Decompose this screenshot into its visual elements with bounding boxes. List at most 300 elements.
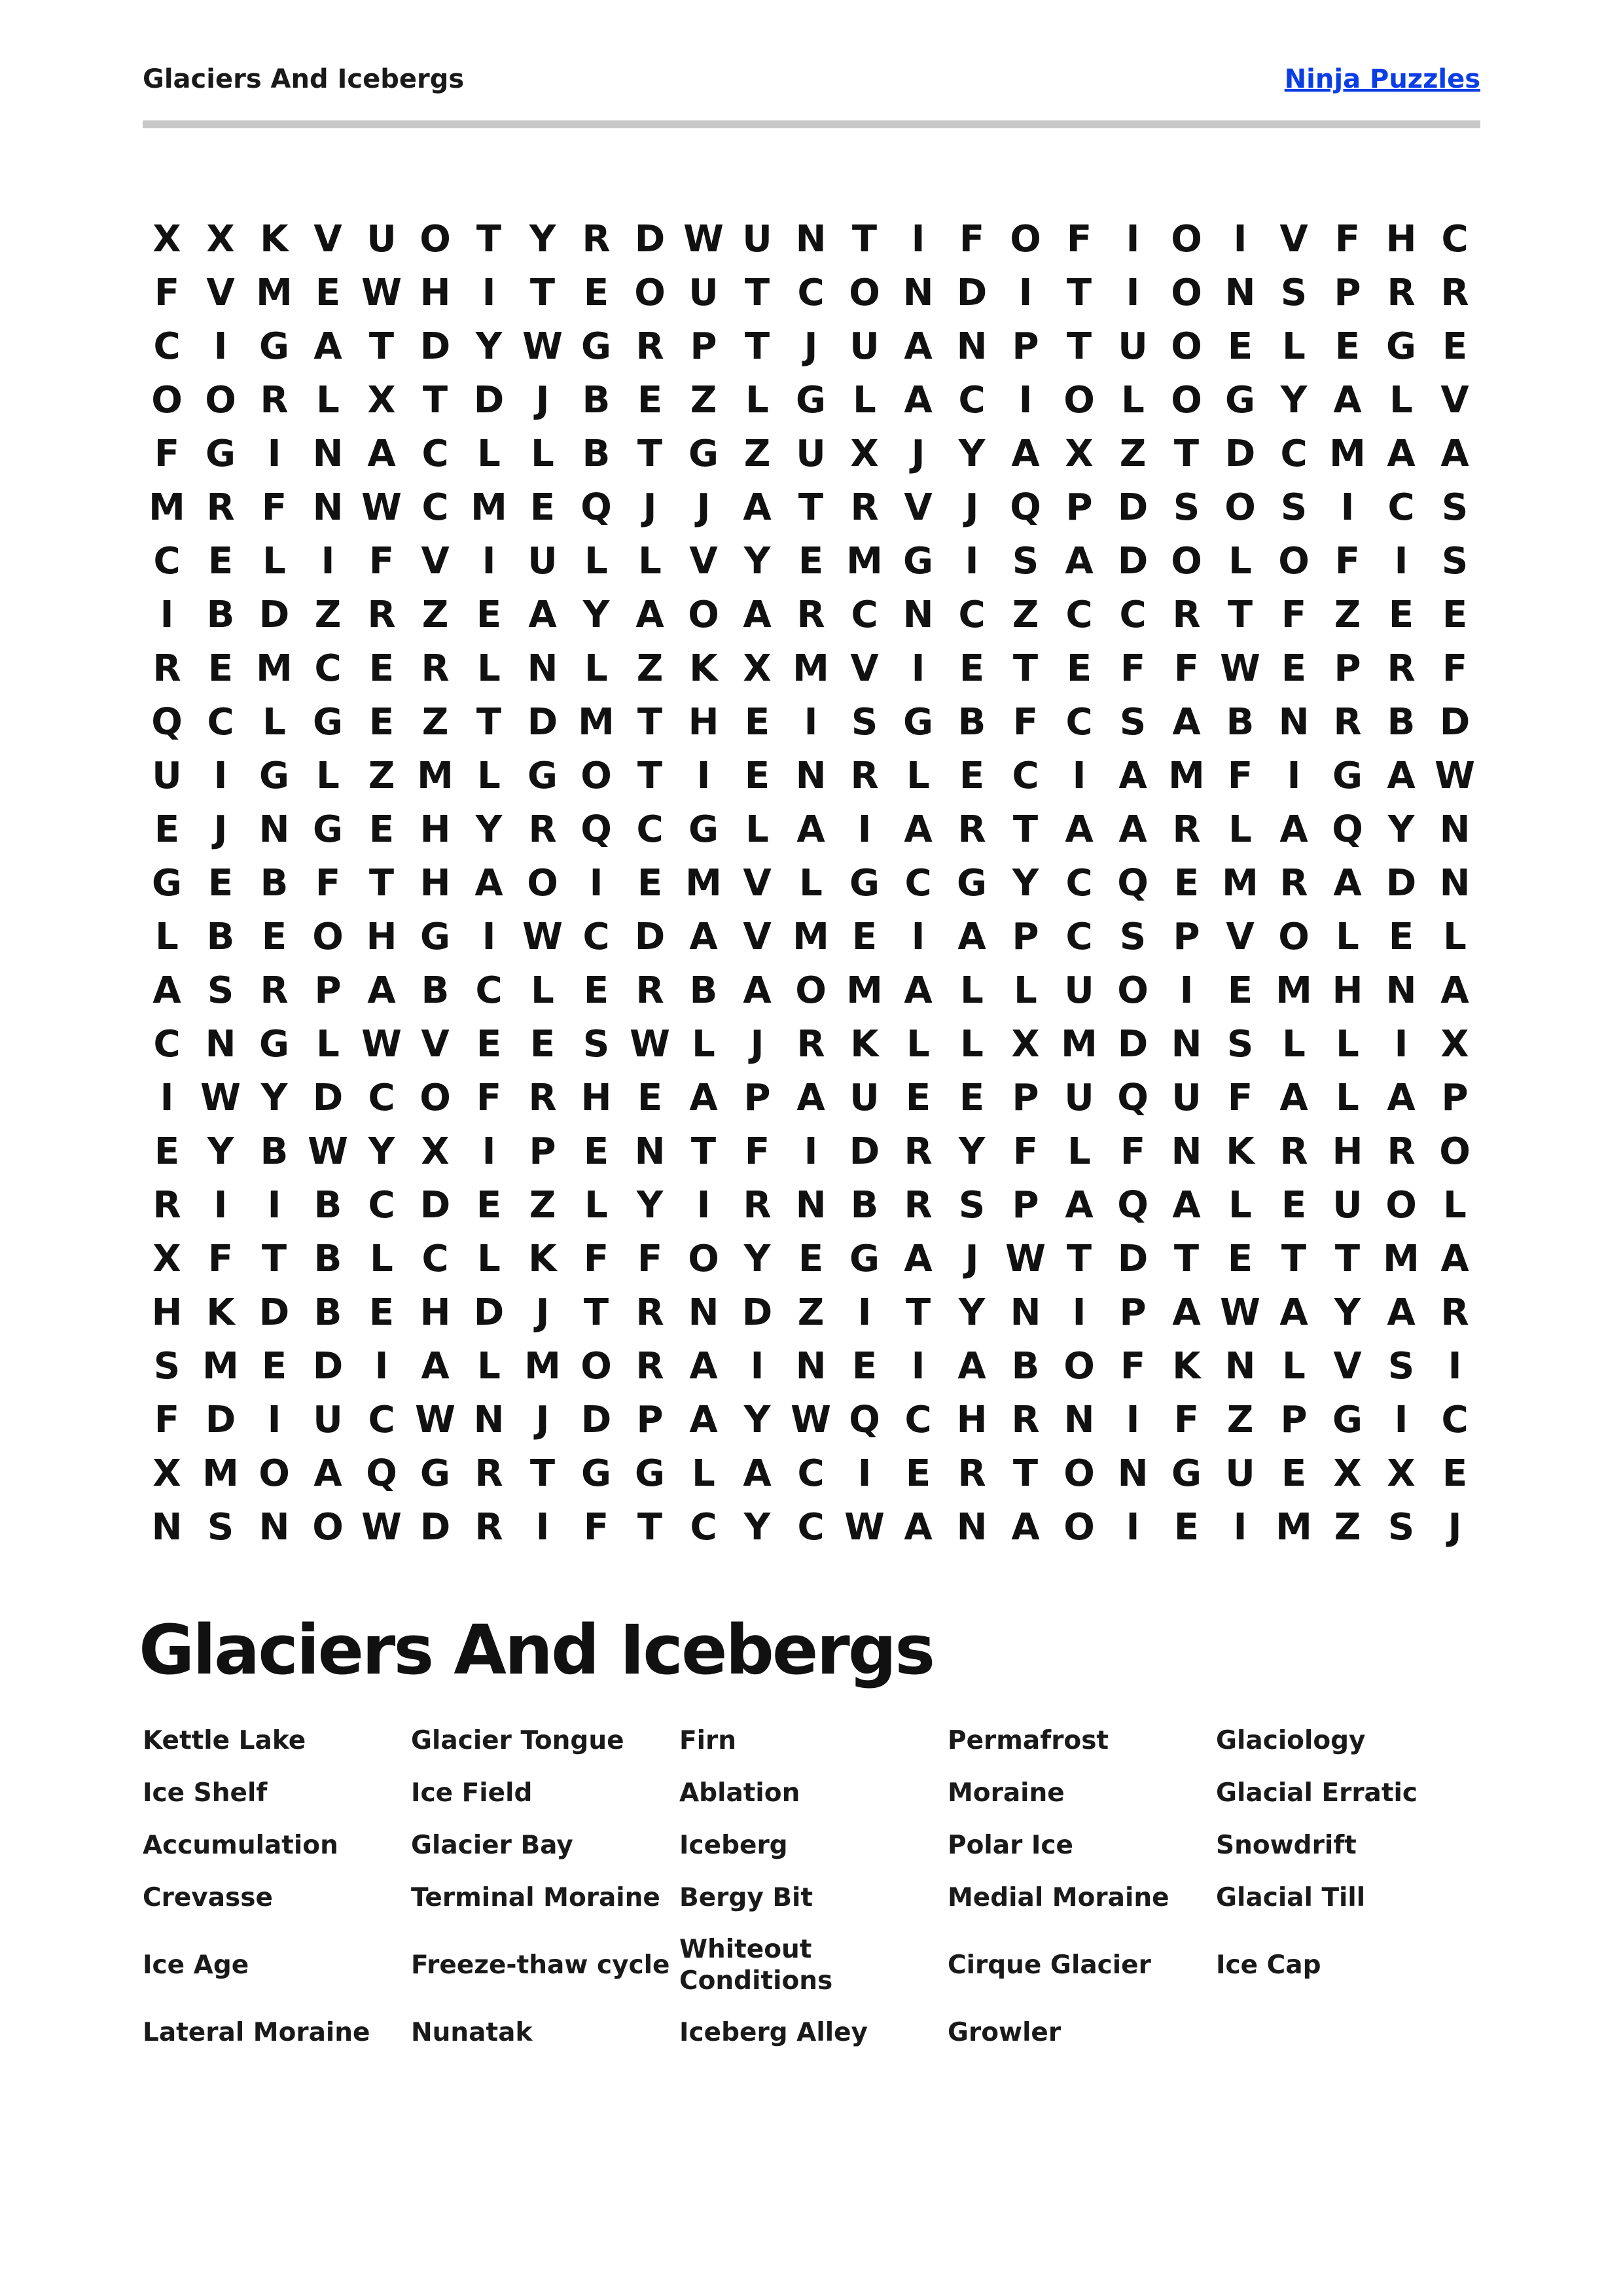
grid-letter[interactable]: P — [1334, 647, 1361, 690]
grid-letter[interactable]: U — [796, 433, 826, 475]
grid-letter[interactable]: L — [692, 1452, 715, 1495]
grid-letter[interactable]: V — [421, 1023, 450, 1066]
grid-letter[interactable]: J — [750, 1023, 764, 1066]
grid-letter[interactable]: V — [743, 916, 772, 958]
grid-letter[interactable]: V — [1279, 218, 1308, 260]
grid-letter[interactable]: C — [1065, 916, 1093, 958]
grid-letter[interactable]: C — [958, 594, 986, 636]
grid-letter[interactable]: A — [635, 594, 664, 636]
grid-letter[interactable]: I — [696, 755, 711, 797]
grid-letter[interactable]: J — [911, 433, 925, 475]
grid-letter[interactable]: T — [1012, 1452, 1039, 1495]
grid-letter[interactable]: R — [1387, 647, 1416, 690]
grid-letter[interactable]: Z — [529, 1184, 556, 1227]
grid-letter[interactable]: T — [1066, 1238, 1092, 1280]
grid-letter[interactable]: B — [421, 969, 450, 1012]
grid-letter[interactable]: A — [1333, 862, 1362, 905]
grid-letter[interactable]: B — [260, 1130, 289, 1173]
grid-letter[interactable]: Q — [849, 1399, 880, 1441]
grid-letter[interactable]: A — [367, 433, 396, 475]
grid-letter[interactable]: X — [1333, 1452, 1362, 1495]
grid-letter[interactable]: E — [261, 916, 287, 958]
grid-letter[interactable]: E — [207, 540, 234, 583]
grid-letter[interactable]: O — [1063, 1506, 1095, 1549]
grid-letter[interactable]: R — [957, 808, 986, 851]
grid-letter[interactable]: W — [1435, 755, 1475, 797]
grid-letter[interactable]: C — [1065, 862, 1093, 905]
grid-letter[interactable]: E — [798, 540, 824, 583]
grid-letter[interactable]: G — [688, 808, 719, 851]
grid-letter[interactable]: E — [1173, 862, 1200, 905]
grid-letter[interactable]: N — [527, 647, 558, 690]
grid-letter[interactable]: B — [1387, 701, 1416, 744]
grid-letter[interactable]: S — [1387, 1506, 1415, 1549]
grid-letter[interactable]: O — [1063, 1345, 1095, 1388]
grid-letter[interactable]: E — [905, 1077, 931, 1119]
grid-letter[interactable]: I — [1448, 1345, 1462, 1388]
grid-letter[interactable]: T — [637, 1506, 663, 1549]
grid-letter[interactable]: L — [745, 379, 769, 422]
grid-letter[interactable]: E — [637, 379, 663, 422]
grid-letter[interactable]: G — [957, 862, 987, 905]
grid-letter[interactable]: B — [313, 1238, 342, 1280]
grid-letter[interactable]: R — [367, 594, 396, 636]
grid-letter[interactable]: C — [421, 486, 449, 529]
grid-letter[interactable]: B — [1226, 701, 1255, 744]
grid-letter[interactable]: K — [206, 1291, 235, 1334]
grid-letter[interactable]: S — [1012, 540, 1039, 583]
grid-letter[interactable]: T — [1066, 272, 1092, 314]
grid-letter[interactable]: E — [1227, 969, 1253, 1012]
grid-letter[interactable]: G — [1332, 755, 1363, 797]
grid-letter[interactable]: V — [1440, 379, 1469, 422]
grid-letter[interactable]: T — [1281, 1238, 1307, 1280]
grid-letter[interactable]: B — [582, 433, 611, 475]
grid-letter[interactable]: D — [1117, 540, 1149, 583]
grid-letter[interactable]: G — [313, 701, 343, 744]
grid-letter[interactable]: I — [213, 755, 228, 797]
grid-letter[interactable]: F — [1173, 647, 1200, 690]
grid-letter[interactable]: B — [260, 862, 289, 905]
grid-letter[interactable]: J — [1448, 1506, 1462, 1549]
grid-letter[interactable]: I — [321, 540, 335, 583]
grid-letter[interactable]: A — [1011, 433, 1040, 475]
grid-letter[interactable]: S — [153, 1345, 181, 1388]
grid-letter[interactable]: L — [1336, 1077, 1359, 1119]
grid-letter[interactable]: I — [482, 272, 496, 314]
grid-letter[interactable]: R — [260, 969, 289, 1012]
grid-letter[interactable]: A — [904, 325, 933, 368]
grid-letter[interactable]: E — [583, 1130, 609, 1173]
grid-letter[interactable]: A — [957, 1345, 986, 1388]
grid-letter[interactable]: F — [1012, 701, 1039, 744]
grid-letter[interactable]: E — [1066, 647, 1092, 690]
grid-letter[interactable]: J — [965, 1238, 979, 1280]
grid-letter[interactable]: O — [312, 916, 344, 958]
grid-letter[interactable]: E — [959, 1077, 985, 1119]
grid-letter[interactable]: V — [689, 540, 718, 583]
grid-letter[interactable]: A — [904, 969, 933, 1012]
grid-letter[interactable]: S — [1119, 916, 1147, 958]
grid-letter[interactable]: L — [1443, 916, 1467, 958]
grid-letter[interactable]: S — [1441, 540, 1469, 583]
grid-letter[interactable]: E — [261, 1345, 287, 1388]
grid-letter[interactable]: T — [529, 1452, 556, 1495]
grid-letter[interactable]: I — [267, 433, 281, 475]
grid-letter[interactable]: A — [1387, 433, 1416, 475]
grid-letter[interactable]: P — [1119, 1291, 1147, 1334]
grid-letter[interactable]: R — [1440, 272, 1469, 314]
grid-letter[interactable]: L — [1336, 1023, 1359, 1066]
grid-letter[interactable]: E — [154, 808, 180, 851]
grid-letter[interactable]: E — [1442, 594, 1468, 636]
grid-letter[interactable]: L — [1014, 969, 1037, 1012]
grid-letter[interactable]: N — [1171, 1130, 1202, 1173]
grid-letter[interactable]: M — [256, 272, 293, 314]
grid-letter[interactable]: M — [149, 486, 185, 529]
grid-letter[interactable]: M — [1275, 969, 1312, 1012]
grid-letter[interactable]: O — [795, 969, 827, 1012]
grid-letter[interactable]: K — [1226, 1130, 1255, 1173]
grid-letter[interactable]: I — [1233, 218, 1247, 260]
grid-letter[interactable]: E — [1227, 325, 1253, 368]
grid-letter[interactable]: Y — [743, 1238, 771, 1280]
grid-letter[interactable]: T — [583, 1291, 609, 1334]
grid-letter[interactable]: M — [578, 701, 615, 744]
grid-letter[interactable]: A — [313, 325, 342, 368]
grid-letter[interactable]: I — [911, 647, 925, 690]
grid-letter[interactable]: I — [857, 808, 872, 851]
grid-letter[interactable]: E — [368, 808, 395, 851]
grid-letter[interactable]: T — [637, 701, 663, 744]
grid-letter[interactable]: I — [1233, 1506, 1247, 1549]
grid-letter[interactable]: G — [527, 755, 558, 797]
grid-letter[interactable]: H — [151, 1291, 183, 1334]
grid-letter[interactable]: Q — [580, 808, 612, 851]
grid-letter[interactable]: Z — [314, 594, 342, 636]
grid-letter[interactable]: O — [419, 1077, 451, 1119]
grid-letter[interactable]: P — [1065, 486, 1093, 529]
grid-letter[interactable]: J — [804, 325, 818, 368]
grid-letter[interactable]: R — [1387, 272, 1416, 314]
grid-letter[interactable]: N — [151, 1506, 183, 1549]
grid-letter[interactable]: T — [1173, 1238, 1200, 1280]
grid-letter[interactable]: F — [1334, 218, 1361, 260]
grid-letter[interactable]: J — [213, 808, 228, 851]
grid-letter[interactable]: Y — [475, 325, 503, 368]
grid-letter[interactable]: T — [637, 433, 663, 475]
grid-letter[interactable]: I — [1072, 1291, 1086, 1334]
grid-letter[interactable]: L — [1228, 1184, 1252, 1227]
grid-letter[interactable]: F — [1442, 647, 1468, 690]
grid-letter[interactable]: C — [368, 1077, 395, 1119]
grid-letter[interactable]: Z — [743, 433, 771, 475]
grid-letter[interactable]: A — [689, 916, 718, 958]
grid-letter[interactable]: V — [904, 486, 933, 529]
grid-letter[interactable]: E — [476, 1023, 502, 1066]
grid-letter[interactable]: V — [850, 647, 879, 690]
grid-letter[interactable]: G — [152, 862, 182, 905]
grid-letter[interactable]: L — [316, 1023, 340, 1066]
grid-letter[interactable]: I — [1126, 1399, 1140, 1441]
grid-letter[interactable]: F — [476, 1077, 502, 1119]
grid-letter[interactable]: N — [795, 1345, 827, 1388]
grid-letter[interactable]: S — [1387, 1345, 1415, 1388]
grid-letter[interactable]: Q — [151, 701, 183, 744]
grid-letter[interactable]: L — [906, 1023, 930, 1066]
grid-letter[interactable]: Y — [958, 1130, 986, 1173]
grid-letter[interactable]: D — [312, 1345, 344, 1388]
grid-letter[interactable]: G — [420, 916, 450, 958]
grid-letter[interactable]: J — [696, 486, 711, 529]
grid-letter[interactable]: C — [851, 594, 878, 636]
grid-letter[interactable]: L — [906, 755, 930, 797]
grid-letter[interactable]: E — [637, 1077, 663, 1119]
grid-letter[interactable]: A — [1118, 808, 1147, 851]
grid-letter[interactable]: E — [851, 916, 878, 958]
grid-letter[interactable]: A — [528, 594, 557, 636]
grid-letter[interactable]: M — [1383, 1238, 1419, 1280]
grid-letter[interactable]: U — [1225, 1452, 1255, 1495]
grid-letter[interactable]: B — [1011, 1345, 1040, 1388]
grid-letter[interactable]: N — [1010, 1291, 1041, 1334]
grid-letter[interactable]: V — [743, 862, 772, 905]
grid-letter[interactable]: I — [1072, 755, 1086, 797]
grid-letter[interactable]: L — [692, 1023, 715, 1066]
grid-letter[interactable]: A — [743, 1452, 772, 1495]
grid-letter[interactable]: T — [744, 325, 770, 368]
grid-letter[interactable]: F — [1120, 1130, 1146, 1173]
grid-letter[interactable]: U — [527, 540, 558, 583]
grid-letter[interactable]: I — [267, 1184, 281, 1227]
grid-letter[interactable]: A — [1065, 1184, 1094, 1227]
grid-letter[interactable]: L — [1336, 916, 1359, 958]
grid-letter[interactable]: L — [960, 1023, 984, 1066]
grid-letter[interactable]: Q — [1117, 1077, 1149, 1119]
grid-letter[interactable]: L — [1121, 379, 1145, 422]
grid-letter[interactable]: A — [421, 1345, 450, 1388]
grid-letter[interactable]: A — [1172, 701, 1201, 744]
grid-letter[interactable]: N — [956, 1506, 988, 1549]
grid-letter[interactable]: G — [903, 540, 933, 583]
grid-letter[interactable]: U — [849, 325, 880, 368]
grid-letter[interactable]: G — [259, 755, 289, 797]
grid-letter[interactable]: A — [1172, 1184, 1201, 1227]
grid-letter[interactable]: N — [795, 1184, 827, 1227]
grid-letter[interactable]: I — [482, 916, 496, 958]
grid-letter[interactable]: O — [688, 594, 719, 636]
grid-letter[interactable]: A — [1279, 808, 1308, 851]
grid-letter[interactable]: T — [1334, 1238, 1361, 1280]
grid-letter[interactable]: R — [635, 1345, 664, 1388]
grid-letter[interactable]: I — [374, 1345, 389, 1388]
grid-letter[interactable]: O — [419, 218, 451, 260]
grid-letter[interactable]: I — [160, 594, 174, 636]
grid-letter[interactable]: A — [152, 969, 181, 1012]
grid-letter[interactable]: M — [1222, 862, 1258, 905]
grid-letter[interactable]: L — [1228, 540, 1252, 583]
grid-letter[interactable]: A — [1387, 1291, 1416, 1334]
grid-letter[interactable]: M — [202, 1452, 239, 1495]
grid-letter[interactable]: V — [206, 272, 235, 314]
grid-letter[interactable]: D — [1117, 1238, 1149, 1280]
grid-letter[interactable]: E — [959, 647, 985, 690]
grid-letter[interactable]: C — [904, 1399, 932, 1441]
grid-letter[interactable]: M — [1061, 1023, 1097, 1066]
grid-letter[interactable]: O — [1171, 379, 1202, 422]
grid-letter[interactable]: L — [477, 755, 501, 797]
grid-letter[interactable]: D — [419, 325, 451, 368]
grid-letter[interactable]: O — [259, 1452, 290, 1495]
grid-letter[interactable]: E — [207, 862, 234, 905]
grid-letter[interactable]: C — [1119, 594, 1147, 636]
grid-letter[interactable]: X — [206, 218, 235, 260]
grid-letter[interactable]: O — [1171, 218, 1202, 260]
grid-letter[interactable]: L — [584, 1184, 608, 1227]
grid-letter[interactable]: T — [798, 486, 824, 529]
grid-letter[interactable]: Z — [636, 647, 664, 690]
grid-letter[interactable]: Y — [529, 218, 556, 260]
grid-letter[interactable]: R — [635, 969, 664, 1012]
grid-letter[interactable]: W — [1220, 647, 1260, 690]
grid-letter[interactable]: L — [1282, 1023, 1306, 1066]
grid-letter[interactable]: Z — [1119, 433, 1147, 475]
grid-letter[interactable]: D — [527, 701, 558, 744]
grid-letter[interactable]: F — [261, 486, 287, 529]
grid-letter[interactable]: U — [1118, 325, 1148, 368]
grid-letter[interactable]: H — [1332, 969, 1363, 1012]
grid-letter[interactable]: T — [476, 218, 502, 260]
grid-letter[interactable]: A — [957, 916, 986, 958]
grid-letter[interactable]: E — [368, 1291, 395, 1334]
grid-letter[interactable]: R — [1279, 1130, 1308, 1173]
grid-letter[interactable]: I — [1126, 1506, 1140, 1549]
grid-letter[interactable]: D — [1117, 1023, 1149, 1066]
grid-letter[interactable]: Y — [1387, 808, 1415, 851]
grid-letter[interactable]: U — [152, 755, 182, 797]
grid-letter[interactable]: C — [153, 540, 181, 583]
grid-letter[interactable]: Y — [958, 1291, 986, 1334]
grid-letter[interactable]: S — [1280, 272, 1308, 314]
grid-letter[interactable]: S — [1119, 701, 1147, 744]
grid-letter[interactable]: I — [1394, 540, 1408, 583]
grid-letter[interactable]: I — [535, 1506, 550, 1549]
grid-letter[interactable]: O — [1439, 1130, 1471, 1173]
grid-letter[interactable]: E — [476, 594, 502, 636]
grid-letter[interactable]: E — [476, 1184, 502, 1227]
grid-letter[interactable]: E — [744, 755, 770, 797]
grid-letter[interactable]: E — [1334, 325, 1361, 368]
grid-letter[interactable]: A — [1333, 379, 1362, 422]
grid-letter[interactable]: O — [1063, 1452, 1095, 1495]
grid-letter[interactable]: O — [688, 1238, 719, 1280]
grid-letter[interactable]: J — [535, 1291, 550, 1334]
grid-letter[interactable]: L — [584, 647, 608, 690]
grid-letter[interactable]: E — [154, 1130, 180, 1173]
grid-letter[interactable]: E — [529, 486, 556, 529]
grid-letter[interactable]: Y — [743, 1399, 771, 1441]
grid-letter[interactable]: C — [690, 1506, 717, 1549]
grid-letter[interactable]: T — [368, 325, 395, 368]
grid-letter[interactable]: R — [796, 594, 825, 636]
grid-letter[interactable]: G — [1171, 1452, 1202, 1495]
grid-letter[interactable]: D — [259, 594, 290, 636]
grid-letter[interactable]: X — [367, 379, 396, 422]
grid-letter[interactable]: Y — [368, 1130, 395, 1173]
grid-letter[interactable]: L — [638, 540, 662, 583]
grid-letter[interactable]: K — [260, 218, 289, 260]
grid-letter[interactable]: N — [1278, 701, 1310, 744]
grid-letter[interactable]: N — [1385, 969, 1417, 1012]
grid-letter[interactable]: J — [965, 486, 979, 529]
grid-letter[interactable]: C — [368, 1399, 395, 1441]
grid-letter[interactable]: I — [1018, 379, 1033, 422]
grid-letter[interactable]: T — [905, 1291, 931, 1334]
grid-letter[interactable]: O — [527, 862, 558, 905]
grid-letter[interactable]: A — [1172, 1291, 1201, 1334]
grid-letter[interactable]: N — [312, 486, 344, 529]
grid-letter[interactable]: X — [1011, 1023, 1040, 1066]
grid-letter[interactable]: H — [688, 701, 719, 744]
grid-letter[interactable]: D — [1385, 862, 1417, 905]
grid-letter[interactable]: P — [1012, 1184, 1039, 1227]
grid-letter[interactable]: X — [1440, 1023, 1469, 1066]
grid-letter[interactable]: O — [1171, 540, 1202, 583]
grid-letter[interactable]: C — [153, 325, 181, 368]
grid-letter[interactable]: P — [1280, 1399, 1308, 1441]
grid-letter[interactable]: D — [1439, 701, 1471, 744]
grid-letter[interactable]: E — [1442, 1452, 1468, 1495]
grid-letter[interactable]: L — [262, 540, 286, 583]
grid-letter[interactable]: P — [529, 1130, 556, 1173]
grid-letter[interactable]: T — [529, 272, 556, 314]
grid-letter[interactable]: R — [1172, 594, 1201, 636]
grid-letter[interactable]: J — [535, 1399, 550, 1441]
grid-letter[interactable]: T — [1227, 594, 1253, 636]
grid-letter[interactable]: X — [850, 433, 879, 475]
grid-letter[interactable]: A — [689, 1345, 718, 1388]
grid-letter[interactable]: I — [857, 1291, 872, 1334]
grid-letter[interactable]: V — [1333, 1345, 1362, 1388]
grid-letter[interactable]: C — [636, 808, 664, 851]
grid-letter[interactable]: R — [528, 808, 557, 851]
grid-letter[interactable]: T — [1012, 647, 1039, 690]
grid-letter[interactable]: R — [743, 1184, 772, 1227]
grid-letter[interactable]: V — [1226, 916, 1255, 958]
grid-letter[interactable]: Q — [580, 486, 612, 529]
grid-letter[interactable]: G — [581, 1452, 611, 1495]
grid-letter[interactable]: R — [635, 325, 664, 368]
grid-letter[interactable]: A — [689, 1399, 718, 1441]
grid-letter[interactable]: A — [1387, 1077, 1416, 1119]
grid-letter[interactable]: L — [1067, 1130, 1091, 1173]
grid-letter[interactable]: I — [482, 540, 496, 583]
grid-letter[interactable]: I — [1394, 1023, 1408, 1066]
grid-letter[interactable]: A — [689, 1077, 718, 1119]
grid-letter[interactable]: A — [743, 594, 772, 636]
grid-letter[interactable]: O — [1171, 272, 1202, 314]
grid-letter[interactable]: F — [583, 1506, 609, 1549]
grid-letter[interactable]: P — [1441, 1077, 1469, 1119]
grid-letter[interactable]: E — [1281, 647, 1307, 690]
grid-letter[interactable]: F — [368, 540, 395, 583]
grid-letter[interactable]: I — [911, 218, 925, 260]
grid-letter[interactable]: H — [580, 1077, 612, 1119]
grid-letter[interactable]: A — [313, 1452, 342, 1495]
grid-letter[interactable]: Z — [421, 701, 449, 744]
grid-letter[interactable]: O — [1278, 540, 1310, 583]
grid-letter[interactable]: L — [477, 647, 501, 690]
